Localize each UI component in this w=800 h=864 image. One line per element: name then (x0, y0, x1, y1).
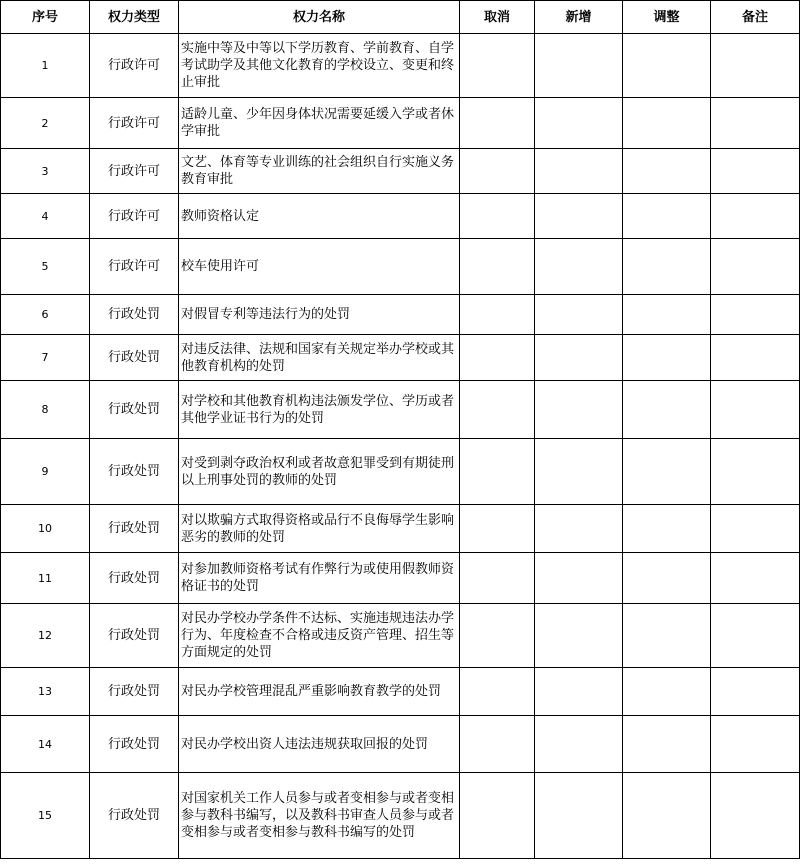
row-name: 对以欺骗方式取得资格或品行不良侮辱学生影响恶劣的教师的处罚 (179, 505, 460, 553)
row-cancel (460, 505, 535, 553)
row-remark (711, 553, 800, 604)
row-add (535, 716, 623, 773)
table-row (1, 295, 800, 335)
row-add (535, 34, 623, 98)
row-cancel (460, 335, 535, 381)
table-row (1, 194, 800, 239)
row-cancel (460, 149, 535, 194)
row-type: 行政处罚 (90, 295, 179, 335)
row-no: 5 (1, 239, 90, 295)
row-type: 行政许可 (90, 194, 179, 239)
table-row (1, 439, 800, 505)
row-adjust (623, 34, 711, 98)
table-row (1, 505, 800, 553)
row-name: 对民办学校出资人违法违规获取回报的处罚 (179, 716, 460, 773)
row-type: 行政许可 (90, 149, 179, 194)
table-row (1, 335, 800, 381)
row-adjust (623, 773, 711, 859)
row-adjust (623, 439, 711, 505)
row-name: 对参加教师资格考试有作弊行为或使用假教师资格证书的处罚 (179, 553, 460, 604)
row-remark (711, 295, 800, 335)
row-remark (711, 98, 800, 149)
row-type: 行政许可 (90, 98, 179, 149)
header-add: 新增 (535, 1, 623, 34)
row-cancel (460, 194, 535, 239)
row-type: 行政许可 (90, 239, 179, 295)
row-remark (711, 773, 800, 859)
row-type: 行政处罚 (90, 604, 179, 668)
row-name: 对国家机关工作人员参与或者变相参与或者变相参与教科书编写，以及教科书审查人员参与或者变相参与或者变相参与教科书编写的处罚 (179, 773, 460, 859)
row-name: 教师资格认定 (179, 194, 460, 239)
row-name: 对民办学校办学条件不达标、实施违规违法办学行为、年度检查不合格或违反资产管理、招生等方面规定的处罚 (179, 604, 460, 668)
row-name: 文艺、体育等专业训练的社会组织自行实施义务教育审批 (179, 149, 460, 194)
table-row (1, 34, 800, 98)
table-row (1, 149, 800, 194)
row-cancel (460, 239, 535, 295)
table-row (1, 553, 800, 604)
row-cancel (460, 553, 535, 604)
header-adjust: 调整 (623, 1, 711, 34)
row-cancel (460, 381, 535, 439)
row-adjust (623, 505, 711, 553)
row-name: 对民办学校管理混乱严重影响教育教学的处罚 (179, 668, 460, 716)
row-type: 行政处罚 (90, 553, 179, 604)
row-remark (711, 239, 800, 295)
row-cancel (460, 98, 535, 149)
row-add (535, 553, 623, 604)
row-cancel (460, 295, 535, 335)
row-add (535, 335, 623, 381)
row-add (535, 381, 623, 439)
row-add (535, 149, 623, 194)
header-remark: 备注 (711, 1, 800, 34)
row-no: 13 (1, 668, 90, 716)
row-no: 9 (1, 439, 90, 505)
table-row (1, 98, 800, 149)
row-remark (711, 381, 800, 439)
row-add (535, 668, 623, 716)
row-type: 行政处罚 (90, 381, 179, 439)
row-adjust (623, 239, 711, 295)
row-type: 行政许可 (90, 34, 179, 98)
row-adjust (623, 98, 711, 149)
row-type: 行政处罚 (90, 335, 179, 381)
row-no: 10 (1, 505, 90, 553)
row-remark (711, 604, 800, 668)
row-type: 行政处罚 (90, 668, 179, 716)
row-cancel (460, 34, 535, 98)
row-type: 行政处罚 (90, 439, 179, 505)
row-remark (711, 439, 800, 505)
row-no: 3 (1, 149, 90, 194)
row-add (535, 98, 623, 149)
row-no: 1 (1, 34, 90, 98)
row-add (535, 295, 623, 335)
row-no: 7 (1, 335, 90, 381)
row-adjust (623, 381, 711, 439)
row-adjust (623, 553, 711, 604)
row-no: 2 (1, 98, 90, 149)
row-no: 8 (1, 381, 90, 439)
row-remark (711, 194, 800, 239)
row-name: 对学校和其他教育机构违法颁发学位、学历或者其他学业证书行为的处罚 (179, 381, 460, 439)
row-adjust (623, 149, 711, 194)
header-no: 序号 (1, 1, 90, 34)
row-adjust (623, 604, 711, 668)
row-add (535, 439, 623, 505)
row-name: 实施中等及中等以下学历教育、学前教育、自学考试助学及其他文化教育的学校设立、变更和终止审批 (179, 34, 460, 98)
row-no: 11 (1, 553, 90, 604)
row-add (535, 239, 623, 295)
row-cancel (460, 604, 535, 668)
header-type: 权力类型 (90, 1, 179, 34)
table-row (1, 381, 800, 439)
row-remark (711, 505, 800, 553)
row-no: 14 (1, 716, 90, 773)
row-adjust (623, 194, 711, 239)
row-name: 对受到剥夺政治权利或者故意犯罪受到有期徒刑以上刑事处罚的教师的处罚 (179, 439, 460, 505)
row-adjust (623, 335, 711, 381)
row-cancel (460, 439, 535, 505)
table-row (1, 604, 800, 668)
header-cancel: 取消 (460, 1, 535, 34)
header-name: 权力名称 (179, 1, 460, 34)
row-cancel (460, 668, 535, 716)
row-no: 4 (1, 194, 90, 239)
row-no: 12 (1, 604, 90, 668)
row-type: 行政处罚 (90, 773, 179, 859)
row-add (535, 604, 623, 668)
row-add (535, 194, 623, 239)
row-remark (711, 149, 800, 194)
row-name: 适龄儿童、少年因身体状况需要延缓入学或者休学审批 (179, 98, 460, 149)
row-remark (711, 716, 800, 773)
row-cancel (460, 716, 535, 773)
row-name: 对违反法律、法规和国家有关规定举办学校或其他教育机构的处罚 (179, 335, 460, 381)
header-row (1, 1, 800, 34)
row-remark (711, 335, 800, 381)
table-row (1, 716, 800, 773)
row-type: 行政处罚 (90, 505, 179, 553)
row-add (535, 505, 623, 553)
row-add (535, 773, 623, 859)
row-no: 15 (1, 773, 90, 859)
row-cancel (460, 773, 535, 859)
row-adjust (623, 668, 711, 716)
row-adjust (623, 295, 711, 335)
row-no: 6 (1, 295, 90, 335)
row-remark (711, 668, 800, 716)
table-row (1, 239, 800, 295)
table-row (1, 773, 800, 859)
row-type: 行政处罚 (90, 716, 179, 773)
row-name: 对假冒专利等违法行为的处罚 (179, 295, 460, 335)
row-remark (711, 34, 800, 98)
row-adjust (623, 716, 711, 773)
row-name: 校车使用许可 (179, 239, 460, 295)
table-row (1, 668, 800, 716)
